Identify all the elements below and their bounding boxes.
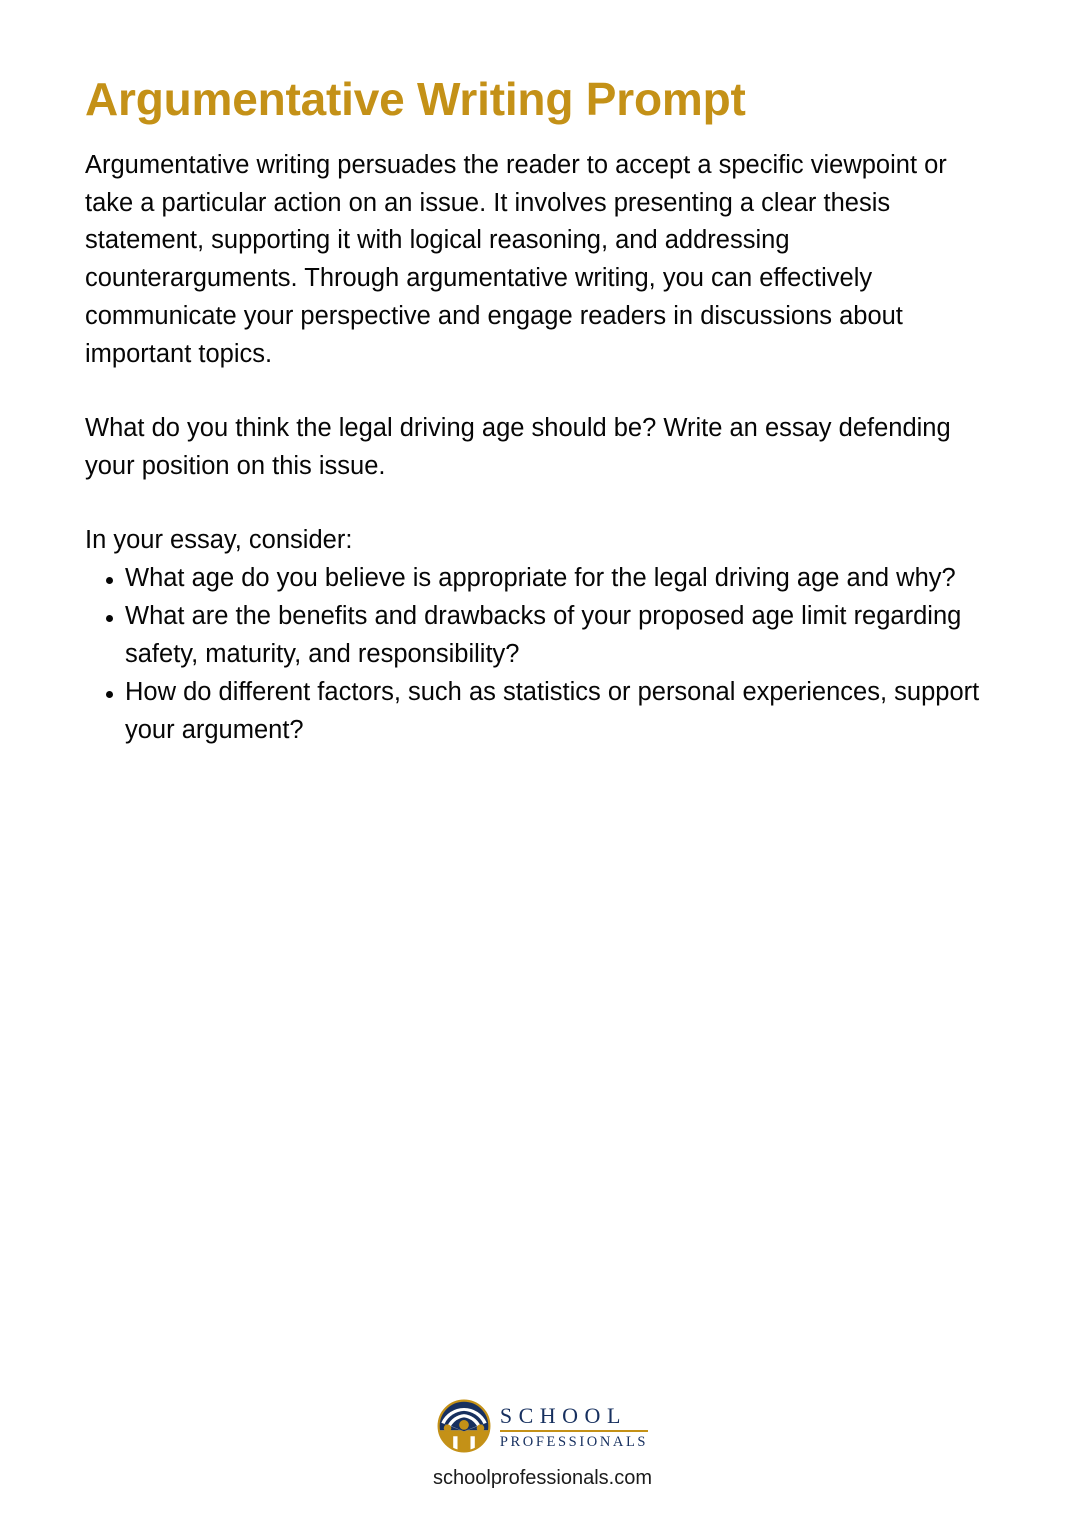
prompt-question-paragraph: What do you think the legal driving age should be? Write an essay defending your position on this issue. [85, 414, 951, 481]
consider-section [85, 522, 985, 750]
brand-logo [0, 1397, 1085, 1455]
page-footer [0, 1397, 1085, 1490]
brand-wordmark [500, 1403, 648, 1450]
list-item: What are the benefits and drawbacks of your proposed age limit regarding safety, maturity, and responsibility? [85, 598, 985, 674]
footer-website-url: schoolprofessionals.com [433, 1467, 652, 1489]
brand-word-professionals: PROFESSIONALS [499, 1433, 649, 1450]
page-title: Argumentative Writing Prompt [85, 73, 746, 125]
consider-list [85, 560, 985, 750]
document-content [85, 74, 985, 750]
list-item: How do different factors, such as statistics or personal experiences, support your argument? [85, 674, 985, 750]
intro-paragraph: Argumentative writing persuades the reader to accept a specific viewpoint or take a particular action on an issue. It involves presenting a clear thesis statement, supporting it with logical reasoning, and addressing counterarguments. Through argumentative writing, you can effectively communicate your perspective and engage readers in discussions about important topics. [85, 150, 947, 369]
brand-word-school: SCHOOL [499, 1402, 627, 1428]
consider-lead-text: In your essay, consider: [85, 526, 353, 555]
list-item: What age do you believe is appropriate for the legal driving age and why? [85, 560, 985, 598]
school-professionals-emblem-icon [437, 1399, 491, 1453]
brand-divider-rule [500, 1430, 648, 1432]
